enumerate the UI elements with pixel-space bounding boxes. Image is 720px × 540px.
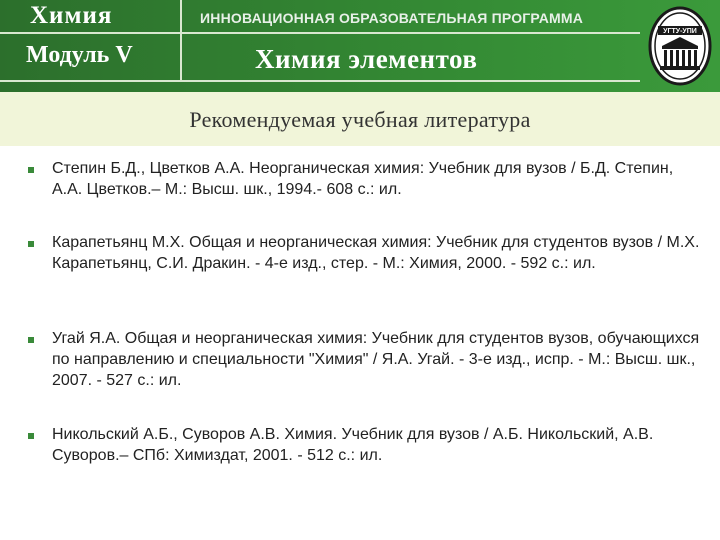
reference-text: Никольский А.Б., Суворов А.В. Химия. Учебник для вузов / А.Б. Никольский, А.В. Суворов.– СПб: Химиздат, 2001. - 512 с.: ил. — [52, 426, 654, 464]
bullet-icon — [28, 241, 34, 247]
bullet-icon — [28, 337, 34, 343]
module-label: Модуль V — [26, 42, 133, 68]
bullet-icon — [28, 433, 34, 439]
header-divider-vertical — [180, 0, 182, 80]
section-title: Рекомендуемая учебная литература — [189, 107, 531, 132]
course-title: Химия элементов — [255, 44, 478, 74]
university-logo — [648, 6, 712, 86]
header-divider-bottom — [0, 80, 640, 82]
bullet-icon — [28, 167, 34, 173]
header-divider-top — [0, 32, 640, 34]
subject-title: Химия — [30, 2, 113, 29]
logo-text: УГТУ-УПИ — [663, 28, 697, 35]
reference-text: Степин Б.Д., Цветков А.А. Неорганическая химия: Учебник для вузов / Б.Д. Степин, А.А. Цветков.– М.: Высш. шк., 1994.- 608 с.: ил. — [52, 160, 674, 198]
program-title: ИННОВАЦИОННАЯ ОБРАЗОВАТЕЛЬНАЯ ПРОГРАММА — [200, 10, 584, 26]
reference-text: Угай Я.А. Общая и неорганическая химия: Учебник для студентов вузов, обучающихся по направлению и специальности "Химия" / Я.А. Угай. - 3-е изд., испр. - М.: Высш. шк., 2007. - 527 с.: ил. — [52, 330, 700, 389]
reference-text: Карапетьянц М.Х. Общая и неорганическая химия: Учебник для студентов вузов / М.Х. Карапетьянц, С.И. Дракин. - 4-е изд., стер. - М.: Химия, 2000. - 592 с.: ил. — [52, 234, 700, 272]
header-bar — [0, 0, 720, 92]
